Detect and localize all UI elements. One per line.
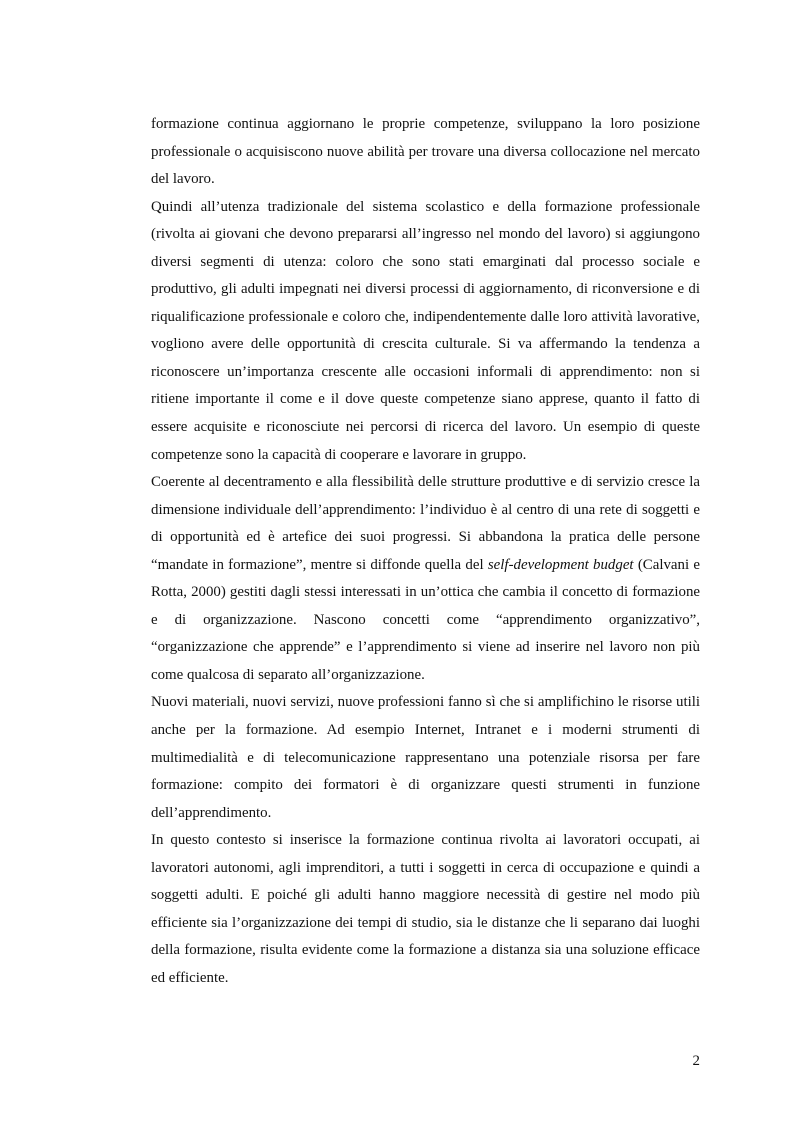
paragraph (151, 194, 700, 469)
text-run: Quindi all’utenza tradizionale del sistema scolastico e della formazione professionale (rivolta ai giovani che devono prepararsi all’ingresso nel mondo del lavoro) si aggiungono diversi segmenti di utenza: coloro che sono stati emarginati dal processo sociale e produttivo, gli adulti impegnati nei diversi processi di aggiornamento, di riconversione e di riqualificazione professionale e coloro che, indipendentemente dalle loro attività lavorative, vogliono avere delle opportunità di crescita culturale. Si va affermando la tendenza a riconoscere un’importanza crescente alle occasioni informali di apprendimento: non si ritiene importante il come e il dove queste competenze siano apprese, quanto il fatto di essere acquisite e riconosciute nei percorsi di ricerca del lavoro. Un esempio di queste competenze sono la capacità di cooperare e lavorare in gruppo. (151, 198, 700, 463)
body-text (151, 111, 700, 993)
paragraph (151, 469, 700, 689)
paragraph (151, 827, 700, 992)
paragraph (151, 111, 700, 194)
text-run: Coerente al decentramento e alla flessibilità delle strutture produttive e di servizio cresce la dimensione individuale dell’apprendimento: l’individuo è al centro di una rete di soggetti e di opportunità ed è artefice dei suoi progressi. Si abbandona la pratica delle persone “mandate in formazione”, mentre si diffonde quella del (151, 474, 700, 573)
paragraph (151, 689, 700, 827)
text-run: formazione continua aggiornano le proprie competenze, sviluppano la loro posizione professionale o acquisiscono nuove abilità per trovare una diversa collocazione nel mercato del lavoro. (151, 116, 700, 188)
text-run: In questo contesto si inserisce la formazione continua rivolta ai lavoratori occupati, ai lavoratori autonomi, agli imprenditori, a tutti i soggetti in cerca di occupazione e quindi a soggetti adulti. E poiché gli adulti hanno maggiore necessità di gestire nel modo più efficiente sia l’organizzazione dei tempi di studio, sia le distanze che li separano dai luoghi della formazione, risulta evidente come la formazione a distanza sia una soluzione efficace ed efficiente. (151, 832, 700, 986)
text-run: Nuovi materiali, nuovi servizi, nuove professioni fanno sì che si amplifichino le risorse utili anche per la formazione. Ad esempio Internet, Intranet e i moderni strumenti di multimedialità e di telecomunicazione rappresentano una potenziale risorsa per fare formazione: compito dei formatori è di organizzare questi strumenti in funzione dell’apprendimento. (151, 694, 700, 821)
text-run: (Calvani e Rotta, 2000) gestiti dagli stessi interessati in un’ottica che cambia il concetto di formazione e di organizzazione. Nascono concetti come “apprendimento organizzativo”, “organizzazione che apprende” e l’apprendimento si viene ad inserire nel lavoro non più come qualcosa di separato all’organizzazione. (151, 556, 700, 683)
italic-term: self-development budget (487, 556, 634, 573)
page-number: 2 (692, 1053, 700, 1069)
